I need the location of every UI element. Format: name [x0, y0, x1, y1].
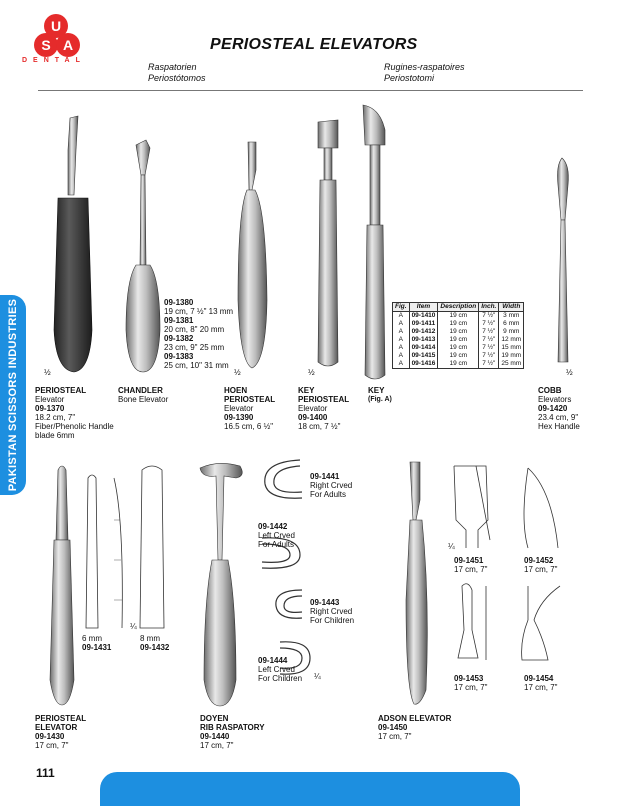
- page-title: PERIOSTEAL ELEVATORS: [210, 36, 418, 53]
- spec-header-inch: Inch.: [479, 303, 499, 312]
- logo-letter-u: U: [44, 14, 68, 38]
- label-1431-width: 6 mm: [82, 634, 102, 643]
- table-cell: 19 cm: [438, 360, 479, 369]
- instrument-periosteal-1430: [50, 466, 74, 705]
- label-1452-size: 17 cm, 7": [524, 565, 558, 574]
- label-periosteal-elevator-name2: ELEVATOR: [35, 723, 78, 732]
- label-1432-width: 8 mm: [140, 634, 160, 643]
- instrument-key-periosteal: [318, 120, 338, 366]
- chandler-size-4: 25 cm, 10" 31 mm: [164, 361, 229, 370]
- table-row: [393, 360, 524, 369]
- chandler-size-3: 23 cm, 9" 25 mm: [164, 343, 225, 352]
- label-1443-code: 09-1443: [310, 598, 340, 607]
- instrument-doyen: [200, 463, 242, 706]
- scale-mark: ¼: [314, 672, 321, 681]
- instrument-key: [363, 105, 385, 379]
- chandler-size-2: 20 cm, 8" 20 mm: [164, 325, 225, 334]
- label-key-periosteal-size: 18 cm, 7 ½": [298, 422, 341, 431]
- table-cell: 09-1413: [409, 336, 438, 344]
- table-cell: 19 cm: [438, 336, 479, 344]
- table-cell: A: [393, 336, 410, 344]
- table-cell: A: [393, 328, 410, 336]
- footer-bar: [100, 772, 520, 806]
- table-cell: 19 cm: [438, 344, 479, 352]
- label-chandler-name: CHANDLER: [118, 386, 163, 395]
- label-periosteal-code: 09-1370: [35, 404, 65, 413]
- spec-header-item: Item: [409, 303, 438, 312]
- page-number: 111: [36, 766, 55, 780]
- label-cobb-code: 09-1420: [538, 404, 568, 413]
- table-cell: 09-1416: [409, 360, 438, 369]
- label-1442-l1: Left Crved: [258, 531, 295, 540]
- blade-outline-1432: [140, 466, 164, 628]
- label-1443-l1: Right Crved: [310, 607, 353, 616]
- table-cell: A: [393, 360, 410, 369]
- label-key-periosteal-name1: KEY: [298, 386, 315, 395]
- label-1444-code: 09-1444: [258, 656, 288, 665]
- table-cell: 7 ½": [479, 360, 499, 369]
- instrument-cobb: [558, 158, 569, 362]
- label-hoen-size: 16.5 cm, 6 ½": [224, 422, 274, 431]
- label-1442-l2: For Adults: [258, 540, 295, 549]
- logo-dental-text: DENTAL: [22, 57, 86, 64]
- scale-mark: ¼: [130, 622, 137, 631]
- chandler-code-1: 09-1380: [164, 298, 194, 307]
- table-cell: A: [393, 352, 410, 360]
- label-doyen-code: 09-1440: [200, 732, 230, 741]
- label-key-fig: (Fig. A): [368, 396, 392, 403]
- label-1454-size: 17 cm, 7": [524, 683, 558, 692]
- label-key-periosteal-desc: Elevator: [298, 404, 328, 413]
- table-cell: 7 ½": [479, 344, 499, 352]
- label-1451-code: 09-1451: [454, 556, 484, 565]
- table-cell: 09-1414: [409, 344, 438, 352]
- instrument-hoen: [238, 142, 267, 368]
- label-1432-code: 09-1432: [140, 643, 170, 652]
- table-row: [393, 328, 524, 336]
- label-1454-code: 09-1454: [524, 674, 554, 683]
- table-cell: 19 cm: [438, 320, 479, 328]
- scale-mark: ½: [44, 368, 51, 377]
- label-periosteal-elevator-name1: PERIOSTEAL: [35, 714, 87, 723]
- label-cobb-size: 23.4 cm, 9": [538, 413, 579, 422]
- label-doyen-size: 17 cm, 7": [200, 741, 234, 750]
- label-adson-size: 17 cm, 7": [378, 732, 412, 741]
- label-doyen-name2: RIB RASPATORY: [200, 723, 265, 732]
- table-cell: 19 mm: [499, 352, 524, 360]
- table-cell: 12 mm: [499, 336, 524, 344]
- table-cell: A: [393, 312, 410, 321]
- chandler-size-1: 19 cm, 7 ½" 13 mm: [164, 307, 234, 316]
- table-cell: 7 ½": [479, 352, 499, 360]
- instrument-chandler: [126, 140, 160, 372]
- label-periosteal-name: PERIOSTEAL: [35, 386, 87, 395]
- subtitle-spanish: Periostótomos: [148, 73, 206, 83]
- scale-mark: ½: [234, 368, 241, 377]
- label-periosteal-note1: Fiber/Phenolic Handle: [35, 422, 114, 431]
- label-chandler-desc: Bone Elevator: [118, 395, 169, 404]
- table-cell: A: [393, 344, 410, 352]
- label-1452-code: 09-1452: [524, 556, 554, 565]
- table-cell: 7 ½": [479, 336, 499, 344]
- table-row: [393, 344, 524, 352]
- label-cobb-note: Hex Handle: [538, 422, 580, 431]
- chandler-code-3: 09-1382: [164, 334, 194, 343]
- spec-header-description: Description: [438, 303, 479, 312]
- table-row: [393, 336, 524, 344]
- label-1443-l2: For Children: [310, 616, 355, 625]
- spec-table: [392, 302, 524, 369]
- label-periosteal-size: 18.2 cm, 7": [35, 413, 76, 422]
- label-key-periosteal-name2: PERIOSTEAL: [298, 395, 350, 404]
- chandler-code-4: 09-1383: [164, 352, 194, 361]
- table-cell: 09-1411: [409, 320, 438, 328]
- label-1441-code: 09-1441: [310, 472, 340, 481]
- spec-header-width: Width: [499, 303, 524, 312]
- instrument-periosteal-1370: [54, 116, 92, 372]
- curve-outlines: [262, 460, 310, 674]
- spec-table-header: [393, 303, 524, 312]
- label-1453-code: 09-1453: [454, 674, 484, 683]
- table-row: [393, 320, 524, 328]
- label-adson-name: ADSON ELEVATOR: [378, 714, 452, 723]
- label-1442-code: 09-1442: [258, 522, 288, 531]
- table-cell: 19 cm: [438, 352, 479, 360]
- scale-mark: ½: [566, 368, 573, 377]
- table-row: [393, 312, 524, 321]
- label-hoen-code: 09-1390: [224, 413, 254, 422]
- subtitle-italian: Periostotomi: [384, 73, 435, 83]
- label-1444-l1: Left Crved: [258, 665, 295, 674]
- label-hoen-name1: HOEN: [224, 386, 248, 395]
- label-1453-size: 17 cm, 7": [454, 683, 488, 692]
- label-doyen-name1: DOYEN: [200, 714, 229, 723]
- table-cell: A: [393, 320, 410, 328]
- table-cell: 09-1410: [409, 312, 438, 321]
- label-key-name: KEY: [368, 386, 385, 395]
- table-cell: 6 mm: [499, 320, 524, 328]
- table-cell: 7 ½": [479, 312, 499, 321]
- scale-mark: ½: [308, 368, 315, 377]
- spec-header-fig: Fig.: [393, 303, 410, 312]
- table-cell: 9 mm: [499, 328, 524, 336]
- label-1431-code: 09-1431: [82, 643, 112, 652]
- chandler-code-2: 09-1381: [164, 316, 194, 325]
- table-cell: 19 cm: [438, 328, 479, 336]
- label-key-periosteal-code: 09-1400: [298, 413, 328, 422]
- label-1444-l2: For Children: [258, 674, 303, 683]
- table-cell: 7 ½": [479, 320, 499, 328]
- label-periosteal-desc: Elevator: [35, 395, 65, 404]
- table-cell: 3 mm: [499, 312, 524, 321]
- logo-letter-a: A: [56, 33, 80, 57]
- subtitle-french: Rugines-raspatoires: [384, 62, 465, 72]
- table-cell: 09-1415: [409, 352, 438, 360]
- table-cell: 09-1412: [409, 328, 438, 336]
- label-1441-l1: Right Crved: [310, 481, 353, 490]
- instrument-adson: [406, 462, 427, 704]
- label-periosteal-elevator-size: 17 cm, 7": [35, 741, 69, 750]
- blade-outline-1431: [86, 475, 122, 628]
- side-tab-label: PAKISTAN SCISSORS INDUSTRIES: [7, 298, 19, 492]
- label-hoen-name2: PERIOSTEAL: [224, 395, 276, 404]
- table-cell: 19 cm: [438, 312, 479, 321]
- subtitle-german: Raspatorien: [148, 62, 197, 72]
- label-hoen-desc: Elevator: [224, 404, 254, 413]
- scale-mark: ¼: [448, 542, 455, 551]
- table-row: [393, 352, 524, 360]
- label-cobb-name: COBB: [538, 386, 562, 395]
- table-cell: 25 mm: [499, 360, 524, 369]
- label-cobb-desc: Elevators: [538, 395, 572, 404]
- table-cell: 7 ½": [479, 328, 499, 336]
- logo-letter-s: S: [34, 33, 58, 57]
- label-adson-code: 09-1450: [378, 723, 408, 732]
- label-1441-l2: For Adults: [310, 490, 347, 499]
- label-periosteal-note2: blade 6mm: [35, 431, 75, 440]
- table-cell: 15 mm: [499, 344, 524, 352]
- label-periosteal-elevator-code: 09-1430: [35, 732, 65, 741]
- label-1451-size: 17 cm, 7": [454, 565, 488, 574]
